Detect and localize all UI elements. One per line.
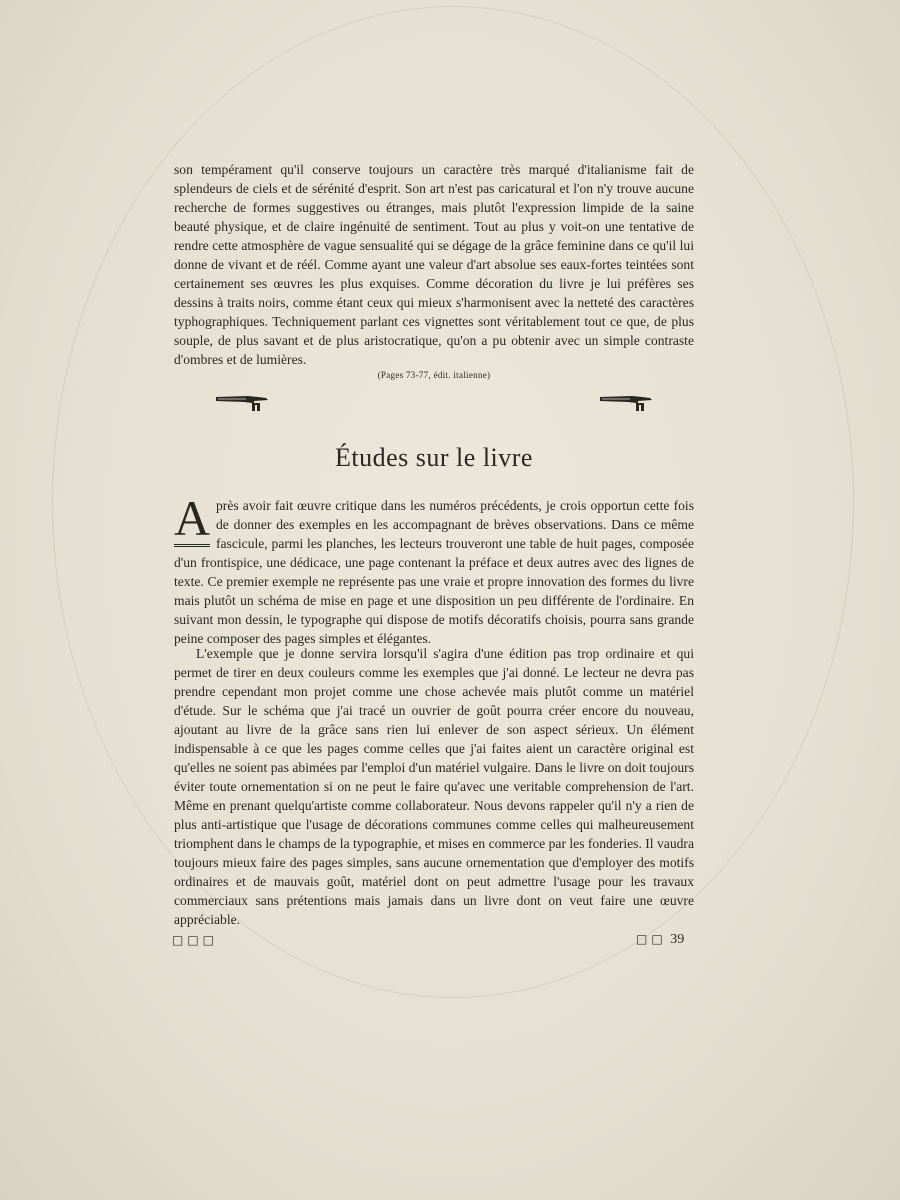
paragraph-intro-text: près avoir fait œuvre critique dans les numéros précédents, je crois opportun cette fois de donner des exemples en les accompagnant de brèves observations. Dans ce même fascicule, parmi les planches, les lecteurs trouveront une table de huit pages, composée d'un frontispice, une dédicace, une page contenant la préface et deux autres avec des lignes de texte. Ce premier exemple ne représente pas une vraie et propre innovation des formes du livre mais plutôt un schéma de mise en page et une disposition un peu différente de l'ordinaire. En suivant mon dessin, le typographe qui dispose de motifs décoratifs choisis, pourra sans grande peine composer des pages simples et élégantes. (174, 498, 694, 646)
pointing-hand-left-icon (214, 391, 270, 413)
pointing-hand-right-icon (598, 391, 654, 413)
section-title: Études sur le livre (335, 443, 533, 472)
drop-cap: A (174, 490, 211, 546)
page-reference-caption: (Pages 73-77, édit. italienne) (377, 370, 491, 380)
paragraph-intro (174, 490, 694, 648)
page-number: 39 (670, 932, 685, 947)
paragraph-continuation: son tempérament qu'il conserve toujours un caractère très marqué d'italianisme fait de splendeurs de ciels et de sérénité d'esprit. Son art n'est pas caricatural et l'on n'y trouve aucune recherche de formes suggestives ou étranges, mais plutôt l'expression limpide de la saine beauté physique, et de claire ingénuité de sentiment. Tout au plus y voit-on une tentative de rendre cette atmosphère de vague sensualité qui se dégage de la grâce feminine dans ce qu'il lui donne de vivant et de réél. Comme ayant une valeur d'art absolue ses eaux-fortes teintées sont certainement ses œuvres les plus exquises. Comme décoration du livre je lui préfères ses dessins à traits noirs, comme étant ceux qui mieux s'harmonisent avec la netteté des caractères typhographiques. Techniquement parlant ces vignettes sont véritablement tout ce que, de plus souple, de plus savant et de plus aristocratique, qu'on a pu obtenir avec un simple contraste d'ombres et de lumières. (174, 162, 694, 367)
footer-right (636, 932, 684, 948)
footer-ornament-right: □□ (636, 932, 667, 946)
footer-ornament-left: □□□ (172, 933, 219, 947)
paragraph-body: L'exemple que je donne servira lorsqu'il s'agira d'une édition pas trop ordinaire et qui permet de tirer en deux couleurs comme les exemples que j'ai donné. Le lecteur ne devra pas prendre cependant mon projet comme une chose achevée mais plutôt comme un matériel d'étude. Sur le schéma que j'ai tracé un ouvrier de goût pourra créer encore du nouveau, ajoutant au livre de la grâce sans rien lui enlever de son aspect sérieux. Un élément indispensable à ce que les pages comme celles que j'ai faites aient un caractère original est qu'elles ne soient pas abimées par l'emploi d'un matériel vulgaire. Dans le livre on doit toujours éviter toute ornementation si on ne peut le faire qu'avec une veritable comprehension de l'art. Même en prenant quelqu'artiste comme collaborateur. Nous devons rappeler qu'il n'y a rien de plus anti-artistique que l'usage de décorations communes comme celles qui malheureusement triomphent dans le champs de la typographie, et mises en commerce par les fonderies. Il vaudra toujours mieux faire des pages simples, sans aucune ornementation que d'employer des motifs ordinaires et de mauvais goût, matériel dont on peut admettre l'usage pour les travaux commerciaux sans prétentions mais jamais dans un livre dont on veut faire une œuvre appréciable. (174, 646, 694, 927)
